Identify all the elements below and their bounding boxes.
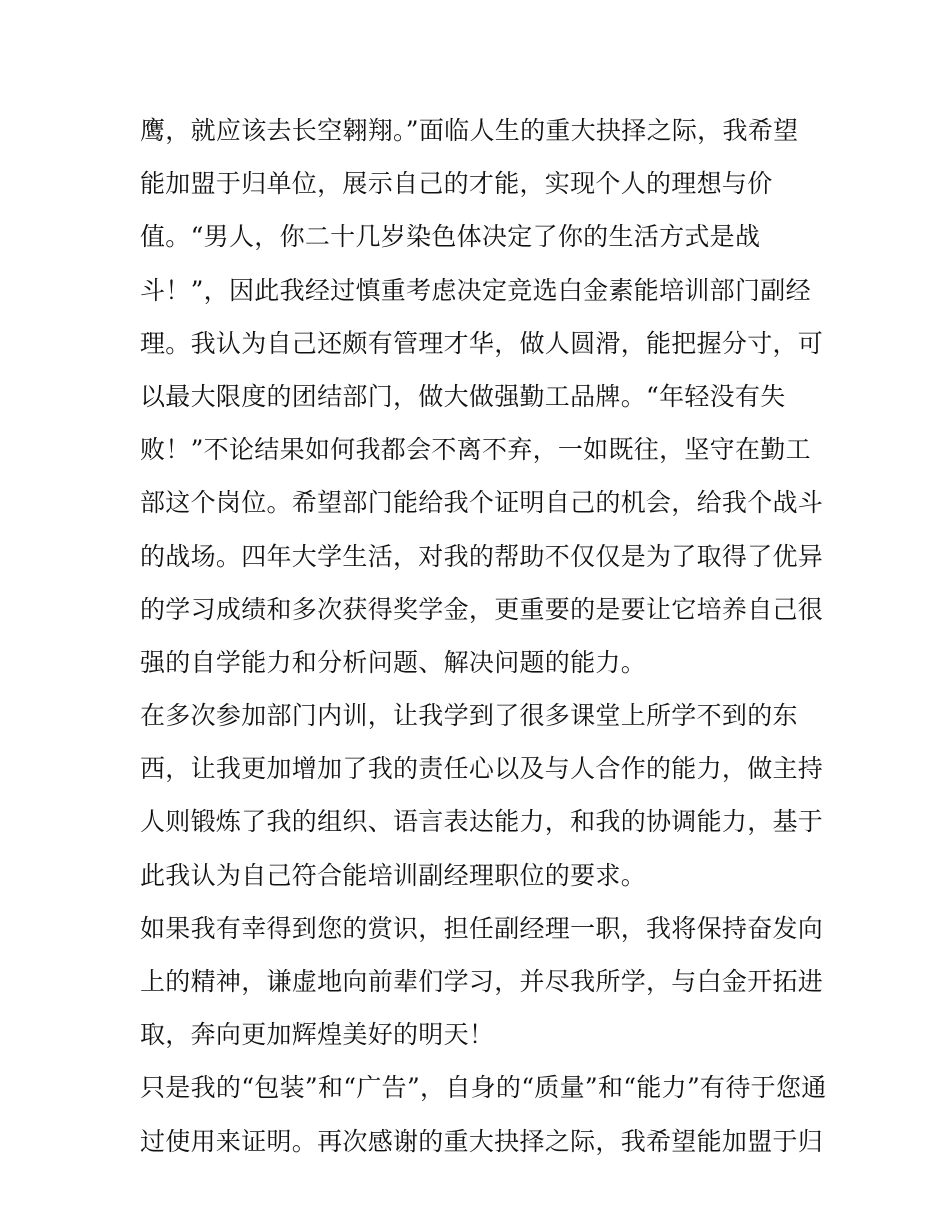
- text-line: 理。我认为自己还颇有管理才华，做人圆滑，能把握分寸，可: [140, 328, 824, 358]
- text-line: 败！”不论结果如何我都会不离不弃，一如既往，坚守在勤工: [140, 435, 811, 465]
- text-line: 人则锻炼了我的组织、语言表达能力，和我的协调能力，基于: [140, 807, 824, 837]
- text-line: 此我认为自己符合能培训副经理职位的要求。: [140, 860, 647, 890]
- text-line: 值。“男人，你二十几岁染色体决定了你的生活方式是战: [140, 222, 761, 252]
- text-line: 能加盟于归单位，展示自己的才能，实现个人的理想与价: [140, 169, 773, 199]
- text-line: 取，奔向更加辉煌美好的明天！: [140, 1020, 495, 1050]
- document-body: [140, 104, 827, 1168]
- text-line: 部这个岗位。希望部门能给我个证明自己的机会，给我个战斗: [140, 488, 824, 518]
- text-line: 上的精神，谦虚地向前辈们学习，并尽我所学，与白金开拓进: [140, 967, 824, 996]
- text-line: 斗！”，因此我经过慎重考虑决定竞选白金素能培训部门副经: [140, 275, 811, 305]
- text-line: 鹰，就应该去长空翱翔。”面临人生的重大抉择之际，我希望: [140, 116, 799, 145]
- text-line: 只是我的“包装”和“广告”，自身的“质量”和“能力”有待于您通: [140, 1073, 827, 1103]
- text-line: 的学习成绩和多次获得奖学金，更重要的是要让它培养自己很: [140, 594, 824, 624]
- text-line: 西，让我更加增加了我的责任心以及与人合作的能力，做主持: [140, 754, 824, 784]
- text-line: 如果我有幸得到您的赏识，担任副经理一职，我将保持奋发向: [140, 913, 824, 943]
- text-line: 强的自学能力和分析问题、解决问题的能力。: [140, 647, 647, 677]
- text-line: 过使用来证明。再次感谢的重大抉择之际，我希望能加盟于归: [140, 1126, 824, 1156]
- text-line: 以最大限度的团结部门，做大做强勤工品牌。“年轻没有失: [140, 381, 786, 411]
- text-line: 的战场。四年大学生活，对我的帮助不仅仅是为了取得了优异: [140, 541, 824, 571]
- text-line: 在多次参加部门内训，让我学到了很多课堂上所学不到的东: [140, 701, 798, 731]
